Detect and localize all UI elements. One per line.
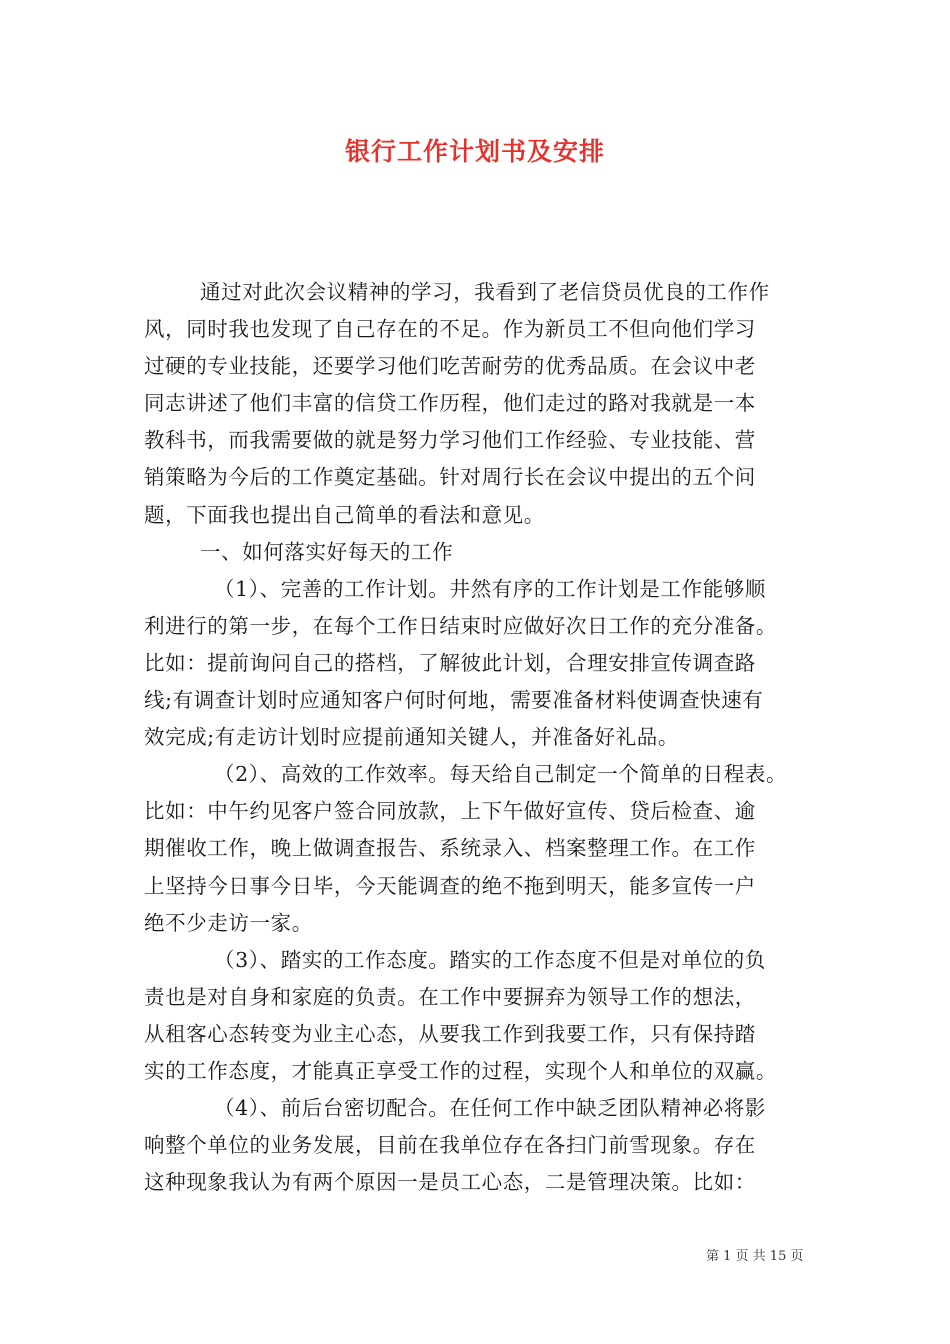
body-line: 风，同时我也发现了自己存在的不足。作为新员工不但向他们学习: [144, 317, 756, 342]
body-line: 销策略为今后的工作奠定基础。针对周行长在会议中提出的五个问: [144, 465, 756, 490]
section-heading: 一、如何落实好每天的工作: [200, 539, 454, 564]
body-line: 绝不少走访一家。: [144, 910, 313, 935]
body-line: （1）、完善的工作计划。井然有序的工作计划是工作能够顺: [214, 576, 766, 601]
body-line: 从租客心态转变为业主心态，从要我工作到我要工作，只有保持踏: [144, 1021, 756, 1046]
body-line: 同志讲述了他们丰富的信贷工作历程，他们走过的路对我就是一本: [144, 391, 756, 416]
body-line: 题，下面我也提出自己简单的看法和意见。: [144, 502, 545, 527]
body-line: 比如：提前询问自己的搭档，了解彼此计划，合理安排宣传调查路: [144, 650, 756, 675]
body-line: 实的工作态度，才能真正享受工作的过程，实现个人和单位的双赢。: [144, 1058, 777, 1083]
body-line: 这种现象我认为有两个原因一是员工心态，二是管理决策。比如：: [144, 1170, 756, 1195]
body-line: 线;有调查计划时应通知客户何时何地，需要准备材料使调查快速有: [144, 688, 764, 713]
body-line: （2）、高效的工作效率。每天给自己制定一个简单的日程表。: [214, 762, 788, 787]
body-line: 上坚持今日事今日毕，今天能调查的绝不拖到明天，能多宣传一户: [144, 873, 756, 898]
document-title: 银行工作计划书及安排: [344, 137, 605, 166]
document-body: [144, 274, 806, 1201]
body-line: 期催收工作，晚上做调查报告、系统录入、档案整理工作。在工作: [144, 836, 756, 861]
body-line: （4）、前后台密切配合。在任何工作中缺乏团队精神必将影: [214, 1096, 766, 1121]
body-line: 教科书，而我需要做的就是努力学习他们工作经验、专业技能、营: [144, 428, 756, 453]
body-line: （3）、踏实的工作态度。踏实的工作态度不但是对单位的负: [214, 947, 766, 972]
body-line: 过硬的专业技能，还要学习他们吃苦耐劳的优秀品质。在会议中老: [144, 354, 756, 379]
body-line: 利进行的第一步，在每个工作日结束时应做好次日工作的充分准备。: [144, 613, 777, 638]
body-line: 责也是对自身和家庭的负责。在工作中要摒弃为领导工作的想法，: [144, 984, 756, 1009]
body-line: 效完成;有走访计划时应提前通知关键人，并准备好礼品。: [144, 725, 680, 750]
page-footer: 第 1 页 共 15 页: [706, 1249, 804, 1264]
body-line: 响整个单位的业务发展，目前在我单位存在各扫门前雪现象。存在: [144, 1133, 756, 1158]
body-line: 通过对此次会议精神的学习，我看到了老信贷员优良的工作作: [200, 280, 770, 304]
body-line: 比如：中午约见客户签合同放款，上下午做好宣传、贷后检查、逾: [144, 799, 756, 824]
